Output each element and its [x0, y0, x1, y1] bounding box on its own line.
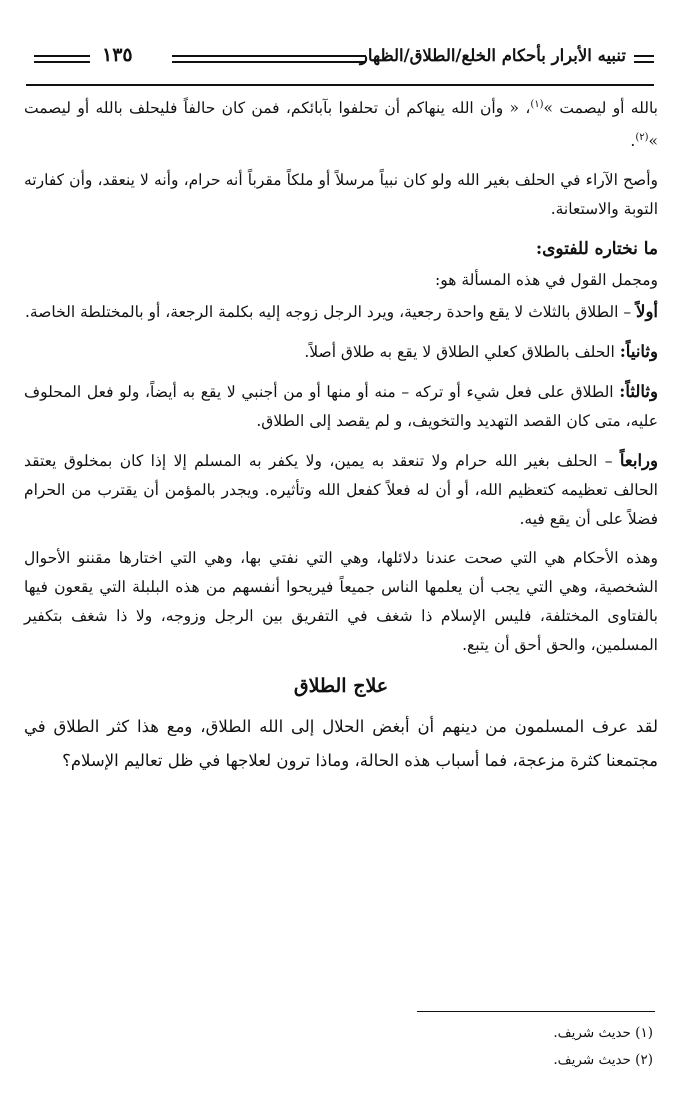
footnote-1: (١) حديث شريف.	[553, 1025, 653, 1041]
paragraph-conclusion: وهذه الأحكام هي التي صحت عندنا دلائلها، وهي التي نفتي بها، وهي التي اختارها مقننو الأحوال الشخصية، وهي التي يجب أن يعلمها الناس جميعاً فيريحوا أنفسهم من هذه البلبلة التي يقعون فيها بالفتاوى المختلفة، فليس الإسلام ذا شغف في التفريق بين الرجل وزوجه، ولا ذا شغف بتكفير المسلمين، والحق أحق أن يتبع.	[24, 549, 658, 655]
paragraph-question: لقد عرف المسلمون من دينهم أن أبغض الحلال إلى الله الطلاق، ومع هذا كثر الطلاق في مجتمعنا كثرة مزعجة، فما أسباب هذه الحالة، وماذا ترون لعلاجها في ظل تعاليم الإسلام؟	[24, 717, 658, 771]
ruling-first-text: – الطلاق بالثلاث لا يقع واحدة رجعية، ويرد الرجل زوجه إليه بكلمة الرجعة، أو بالمختلطة الخاصة.	[24, 303, 637, 322]
hadith-text-3: .	[630, 132, 636, 151]
ruling-fourth-text: – الحلف بغير الله حرام ولا تنعقد به يمين، ولا يكفر به المسلم إلا إذا كان بمخلوق يعتقد الحالف تعظيمه كتعظيم الله، أو أن له فعلاً كفعل الله وتأثيره. ويجدر بالمؤمن أن يقترب من الحرام فضلاً على أن يقع فيه.	[24, 452, 658, 529]
section-title: علاج الطلاق	[293, 675, 389, 698]
footnote-2: (٢) حديث شريف.	[553, 1052, 653, 1068]
hadith-text-2: ، « وأن الله ينهاكم أن تحلفوا بآبائكم، فمن كان حالفاً فليحلف بالله أو ليصمت »	[24, 99, 658, 151]
paragraph-hadith	[24, 90, 658, 156]
ruling-second	[24, 337, 658, 367]
paragraph-opinion: وأصح الآراء في الحلف بغير الله ولو كان نبياً مرسلاً أو ملكاً مقرباً أنه حرام، وأنه لا ينعقد، وأن كفارته التوبة والاستعانة.	[24, 171, 658, 219]
header-rule	[26, 84, 654, 86]
ruling-third	[24, 377, 658, 436]
footnote-separator	[417, 1011, 655, 1012]
paragraph-summary: ومجمل القول في هذه المسألة هو:	[434, 271, 658, 290]
ruling-first	[24, 297, 658, 327]
running-header	[26, 42, 654, 78]
ruling-third-text: الطلاق على فعل شيء أو تركه – منه أو منها أو من أجنبي لا يقع به أيضاً، ولو فعل المحلوف عليه، متى كان القصد التهديد والتخويف، و لم يقصد إلى الطلاق.	[24, 383, 658, 431]
page-number: ١٣٥	[102, 44, 133, 66]
ruling-second-text: الحلف بالطلاق كعلي الطلاق لا يقع به طلاق أصلاً.	[304, 343, 620, 362]
ruling-fourth	[24, 446, 658, 534]
header-ornament-middle	[172, 55, 366, 63]
footnote-ref-1[interactable]: (١)	[530, 99, 544, 110]
ruling-third-lead: وثالثاً:	[619, 382, 658, 402]
book-title: تنبيه الأبرار بأحكام الخلع/الطلاق/الظهار	[359, 46, 626, 65]
heading-fatwa: ما نختاره للفتوى:	[535, 239, 658, 260]
header-ornament-left	[34, 55, 90, 63]
header-ornament-right	[634, 55, 654, 63]
page-body	[24, 90, 658, 788]
footnote-ref-2[interactable]: (٢)	[635, 132, 649, 144]
ruling-fourth-lead: ورابعاً	[619, 451, 658, 471]
ruling-second-lead: وثانياً:	[619, 342, 658, 362]
hadith-text-1: بالله أو ليصمت »	[543, 99, 658, 118]
ruling-first-lead: أولاً	[636, 302, 658, 322]
